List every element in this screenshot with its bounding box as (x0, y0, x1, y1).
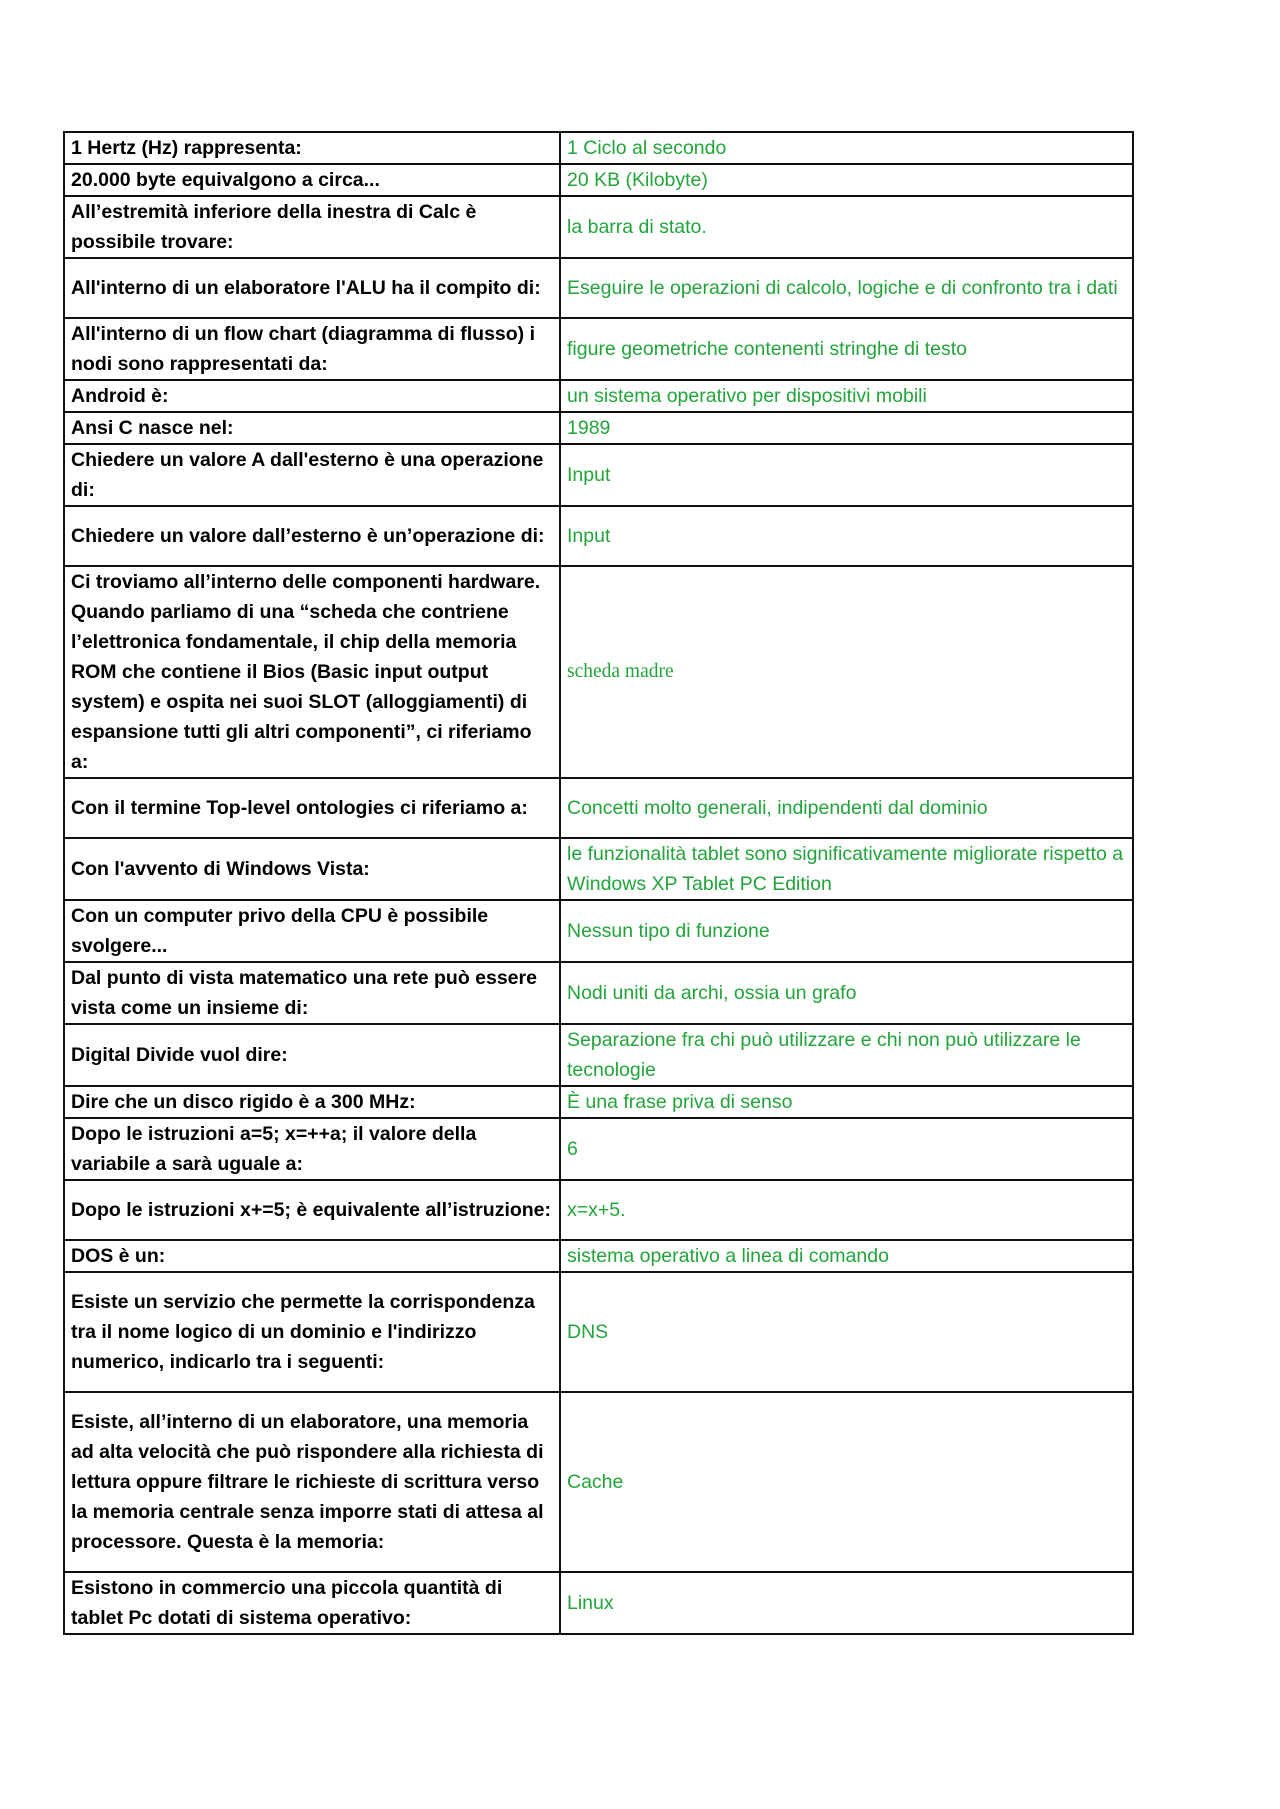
question-cell: Ci troviamo all’interno delle componenti hardware. Quando parliamo di una “scheda che contriene l’elettronica fondamentale, il chip della memoria ROM che contiene il Bios (Basic input output system) e ospita nei suoi SLOT (alloggiamenti) di espansione tutti gli altri componenti”, ci riferiamo a: (64, 566, 560, 778)
table-row (64, 838, 1133, 900)
question-cell: Dopo le istruzioni x+=5; è equivalente all’istruzione: (64, 1180, 560, 1240)
table-row (64, 164, 1133, 196)
question-cell: Chiedere un valore dall’esterno è un’operazione di: (64, 506, 560, 566)
answer-cell: Nodi uniti da archi, ossia un grafo (560, 962, 1133, 1024)
table-row (64, 1272, 1133, 1392)
question-cell: Con il termine Top-level ontologies ci riferiamo a: (64, 778, 560, 838)
question-cell: Dire che un disco rigido è a 300 MHz: (64, 1086, 560, 1118)
question-cell: Ansi C nasce nel: (64, 412, 560, 444)
answer-cell: Separazione fra chi può utilizzare e chi non può utilizzare le tecnologie (560, 1024, 1133, 1086)
answer-cell: Input (560, 506, 1133, 566)
answer-cell: scheda madre (560, 566, 1133, 778)
question-cell: Digital Divide vuol dire: (64, 1024, 560, 1086)
table-row (64, 1392, 1133, 1572)
table-row (64, 962, 1133, 1024)
table-row (64, 778, 1133, 838)
table-row (64, 258, 1133, 318)
table-row (64, 132, 1133, 164)
answer-cell: DNS (560, 1272, 1133, 1392)
answer-cell: Nessun tipo di funzione (560, 900, 1133, 962)
question-cell: 20.000 byte equivalgono a circa... (64, 164, 560, 196)
question-cell: All’estremità inferiore della inestra di Calc è possibile trovare: (64, 196, 560, 258)
table-row (64, 506, 1133, 566)
table-row (64, 1572, 1133, 1634)
question-cell: Chiedere un valore A dall'esterno è una operazione di: (64, 444, 560, 506)
answer-cell: 1989 (560, 412, 1133, 444)
table-row (64, 1118, 1133, 1180)
question-cell: Con un computer privo della CPU è possibile svolgere... (64, 900, 560, 962)
question-cell: Esiste, all’interno di un elaboratore, una memoria ad alta velocità che può rispondere alla richiesta di lettura oppure filtrare le richieste di scrittura verso la memoria centrale senza imporre stati di attesa al processore. Questa è la memoria: (64, 1392, 560, 1572)
table-row (64, 1180, 1133, 1240)
table-row (64, 1024, 1133, 1086)
answer-cell: x=x+5. (560, 1180, 1133, 1240)
answer-cell: la barra di stato. (560, 196, 1133, 258)
table-row (64, 1240, 1133, 1272)
question-cell: Esistono in commercio una piccola quantità di tablet Pc dotati di sistema operativo: (64, 1572, 560, 1634)
answer-cell: figure geometriche contenenti stringhe di testo (560, 318, 1133, 380)
table-row (64, 412, 1133, 444)
table-row (64, 566, 1133, 778)
answer-cell: sistema operativo a linea di comando (560, 1240, 1133, 1272)
question-cell: All'interno di un elaboratore l'ALU ha il compito di: (64, 258, 560, 318)
answer-cell: Concetti molto generali, indipendenti dal dominio (560, 778, 1133, 838)
table-row (64, 380, 1133, 412)
answer-cell: 20 KB (Kilobyte) (560, 164, 1133, 196)
answer-cell: Input (560, 444, 1133, 506)
answer-cell: Eseguire le operazioni di calcolo, logiche e di confronto tra i dati (560, 258, 1133, 318)
answer-cell: 1 Ciclo al secondo (560, 132, 1133, 164)
question-cell: Android è: (64, 380, 560, 412)
answer-cell: Cache (560, 1392, 1133, 1572)
question-cell: Dopo le istruzioni a=5; x=++a; il valore della variabile a sarà uguale a: (64, 1118, 560, 1180)
question-cell: DOS è un: (64, 1240, 560, 1272)
answer-cell: 6 (560, 1118, 1133, 1180)
answer-cell: un sistema operativo per dispositivi mobili (560, 380, 1133, 412)
answer-cell: È una frase priva di senso (560, 1086, 1133, 1118)
table-row (64, 444, 1133, 506)
question-cell: Con l'avvento di Windows Vista: (64, 838, 560, 900)
question-cell: All'interno di un flow chart (diagramma di flusso) i nodi sono rappresentati da: (64, 318, 560, 380)
question-cell: 1 Hertz (Hz) rappresenta: (64, 132, 560, 164)
table-row (64, 318, 1133, 380)
answer-cell: le funzionalità tablet sono significativamente migliorate rispetto a Windows XP Tablet PC Edition (560, 838, 1133, 900)
question-cell: Dal punto di vista matematico una rete può essere vista come un insieme di: (64, 962, 560, 1024)
question-cell: Esiste un servizio che permette la corrispondenza tra il nome logico di un dominio e l'indirizzo numerico, indicarlo tra i seguenti: (64, 1272, 560, 1392)
qa-table (63, 131, 1134, 1635)
table-row (64, 196, 1133, 258)
answer-cell: Linux (560, 1572, 1133, 1634)
table-row (64, 1086, 1133, 1118)
table-row (64, 900, 1133, 962)
